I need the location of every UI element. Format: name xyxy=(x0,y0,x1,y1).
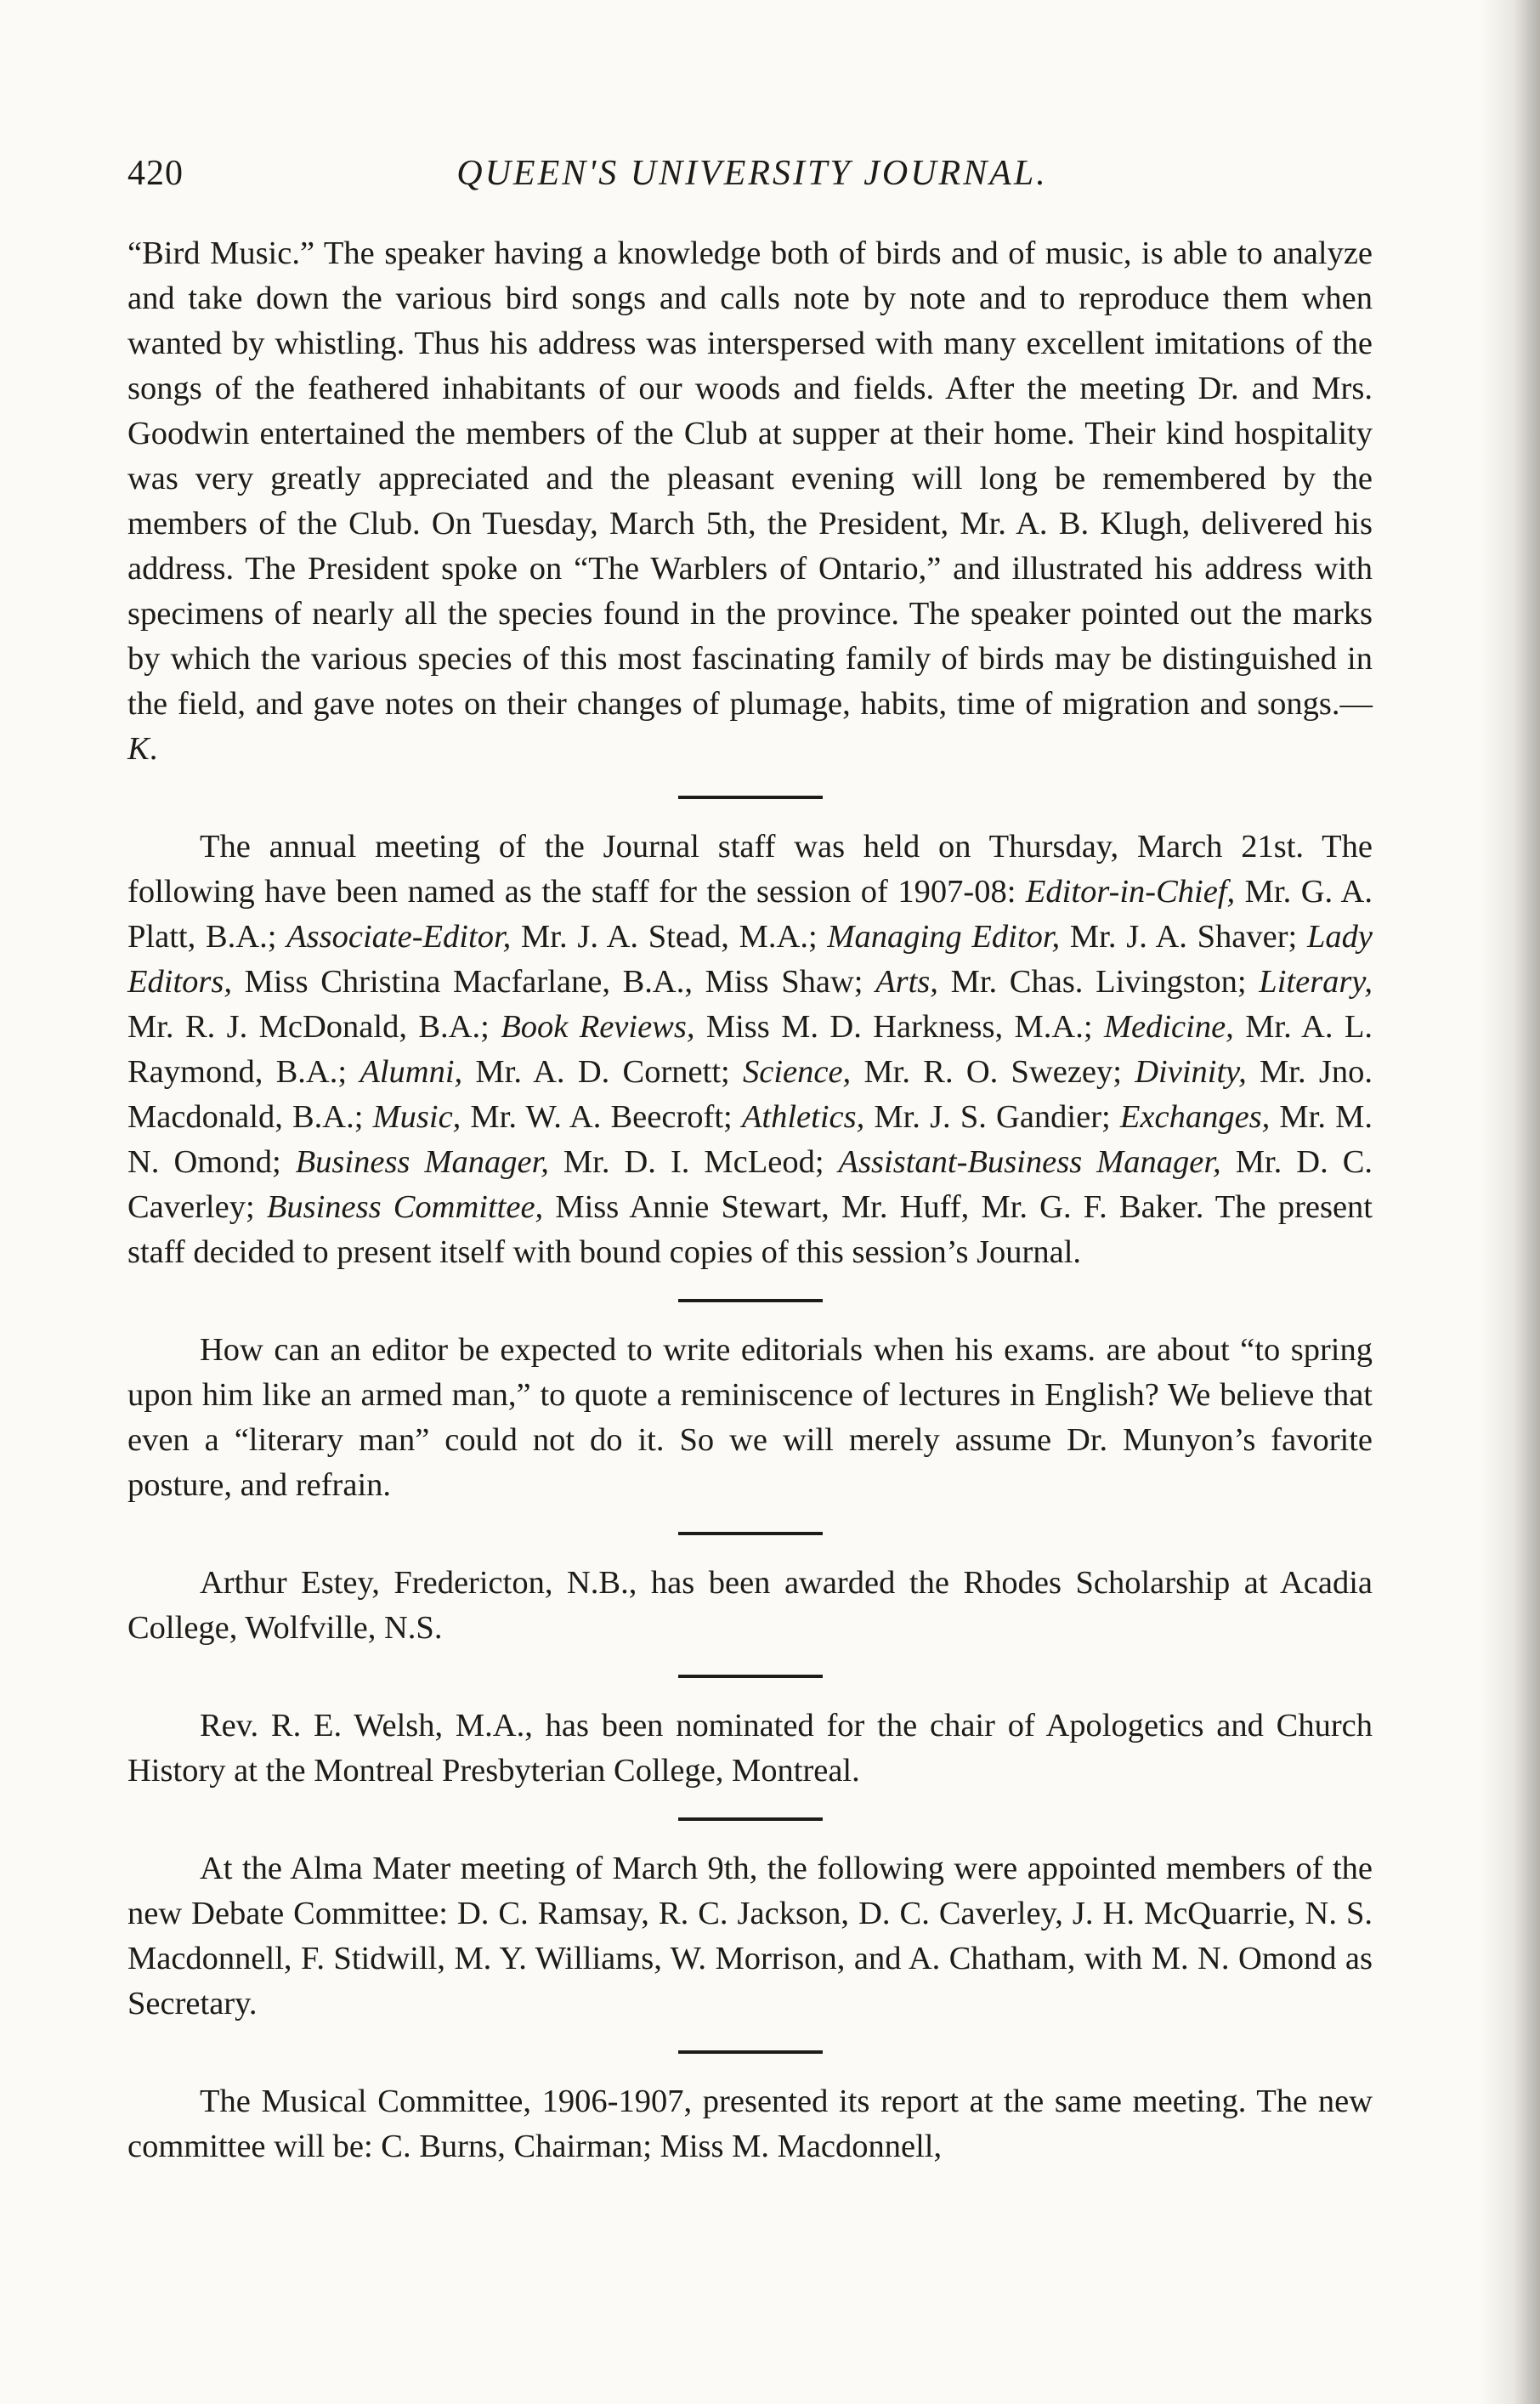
running-title: QUEEN'S UNIVERSITY JOURNAL. xyxy=(456,154,1048,193)
paragraph-bird-music: “Bird Music.” The speaker having a knowledge both of birds and of music, is able to analyze and take down the various bird songs and calls note by note and to reproduce them when wanted by whistling. Thus his address was interspersed with many excellent imitations of the songs of the feathered inhabitants of our woods and fields. After the meeting Dr. and Mrs. Goodwin entertained the members of the Club at supper at their home. Their kind hospitality was very greatly appreciated and the pleasant evening will long be remembered by the members of the Club. On Tuesday, March 5th, the President, Mr. A. B. Klugh, delivered his address. The President spoke on “The Warblers of Ontario,” and illustrated his address with specimens of nearly all the species found in the province. The speaker pointed out the marks by which the various species of this most fascinating family of birds may be distinguished in the field, and gave notes on their changes of plumage, habits, time of migration and songs.—K. xyxy=(127,235,1373,767)
journal-text-column xyxy=(127,231,1373,2169)
paragraph-editorials: How can an editor be expected to write editorials when his exams. are about “to spring upon him like an armed man,” to quote a reminiscence of lectures in English? We believe that even a “literary man” could not do it. So we will merely assume Dr. Munyon’s favorite posture, and refrain. xyxy=(127,1332,1373,1503)
paragraph-apologetics-chair: Rev. R. E. Welsh, M.A., has been nominated for the chair of Apologetics and Church History at the Montreal Presbyterian College, Montreal. xyxy=(127,1708,1373,1789)
page-header xyxy=(127,153,1377,213)
scan-page-edge xyxy=(1481,0,1540,2404)
section-divider xyxy=(678,1817,823,1821)
page-number: 420 xyxy=(127,154,184,193)
section-divider xyxy=(678,1299,823,1302)
paragraph-musical-committee: The Musical Committee, 1906-1907, presented its report at the same meeting. The new committee will be: C. Burns, Chairman; Miss M. Macdonnell, xyxy=(127,2084,1373,2164)
paragraph-journal-staff: The annual meeting of the Journal staff was held on Thursday, March 21st. The following have been named as the staff for the session of 1907-08: Editor-in-Chief, Mr. G. A. Platt, B.A.; Associate-Editor, Mr. J. A. Stead, M.A.; Managing Editor, Mr. J. A. Shaver; Lady Editors, Miss Christina Macfarlane, B.A., Miss Shaw; Arts, Mr. Chas. Livingston; Literary, Mr. R. J. McDonald, B.A.; Book Reviews, Miss M. D. Harkness, M.A.; Medicine, Mr. A. L. Raymond, B.A.; Alumni, Mr. A. D. Cornett; Science, Mr. R. O. Swezey; Divinity, Mr. Jno. Macdonald, B.A.; Music, Mr. W. A. Beecroft; Athletics, Mr. J. S. Gandier; Exchanges, Mr. M. N. Omond; Business Manager, Mr. D. I. McLeod; Assistant-Business Manager, Mr. D. C. Caverley; Business Committee, Miss Annie Stewart, Mr. Huff, Mr. G. F. Baker. The present staff decided to present itself with bound copies of this session’s Journal. xyxy=(127,829,1373,1270)
paragraph-rhodes-scholarship: Arthur Estey, Fredericton, N.B., has been awarded the Rhodes Scholarship at Acadia College, Wolfville, N.S. xyxy=(127,1565,1373,1646)
section-divider xyxy=(678,2050,823,2054)
section-divider xyxy=(678,1675,823,1678)
section-divider xyxy=(678,1532,823,1535)
paragraph-debate-committee: At the Alma Mater meeting of March 9th, the following were appointed members of the new Debate Committee: D. C. Ramsay, R. C. Jackson, D. C. Caverley, J. H. McQuarrie, N. S. Macdonnell, F. Stidwill, M. Y. Williams, W. Morrison, and A. Chatham, with M. N. Omond as Secretary. xyxy=(127,1851,1373,2021)
section-divider xyxy=(678,796,823,799)
